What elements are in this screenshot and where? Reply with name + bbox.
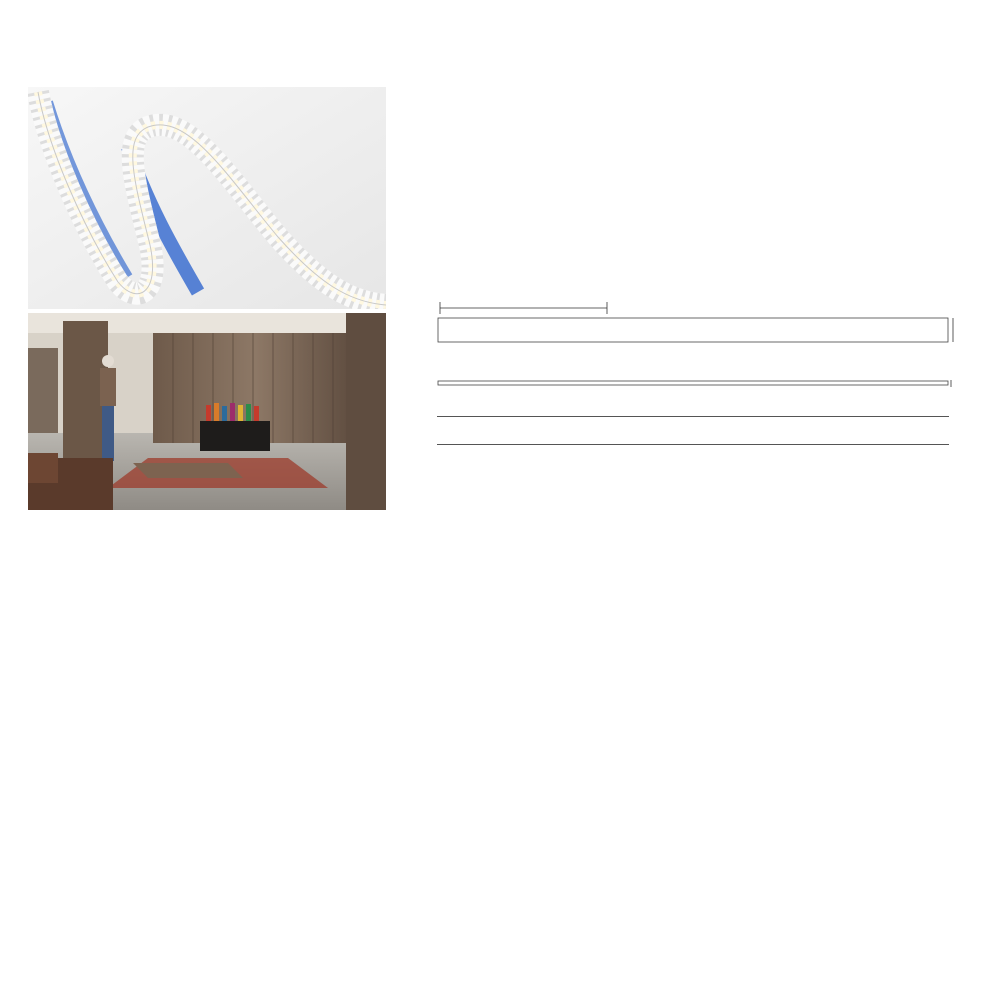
column-header xyxy=(537,417,667,445)
column-header xyxy=(797,417,949,445)
list-item xyxy=(437,142,997,166)
store-interior-photo xyxy=(28,313,386,510)
feature-list xyxy=(437,118,997,238)
column-header xyxy=(437,417,537,445)
column-header xyxy=(667,417,797,445)
list-item xyxy=(437,190,997,214)
list-item xyxy=(437,214,997,238)
list-item xyxy=(437,166,997,190)
led-strip-photo xyxy=(28,87,386,309)
list-item xyxy=(437,118,997,142)
dimension-table xyxy=(437,416,949,445)
dimension-drawing xyxy=(435,290,975,400)
table-header-row xyxy=(437,417,949,445)
